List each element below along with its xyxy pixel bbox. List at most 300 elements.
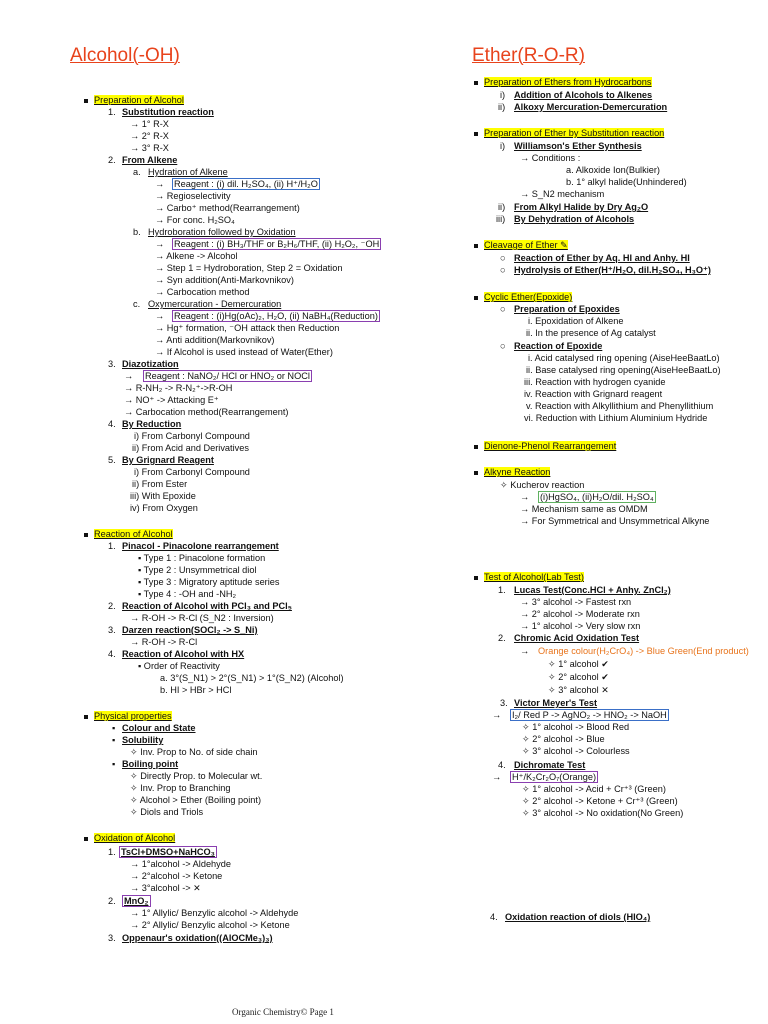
left-note-line [155,178,164,190]
left-note-line [124,394,219,406]
right-note-line [520,620,640,632]
right-note-text: → [520,492,530,502]
right-note-line-part [538,491,656,503]
left-note-text: → If Alcohol is used instead of Water(Ether) [155,347,333,357]
left-note-emphasis: By Grignard Reagent [122,455,214,465]
left-note-emphasis: Hydration of Alkene [148,167,228,177]
left-note-text: → [155,179,165,189]
right-note-text: ✧ Kucherov reaction [500,480,585,490]
left-note-text: 1. [108,847,116,857]
left-note-line [132,442,249,454]
right-note-emphasis: Lucas Test(Conc.HCl + Anhy. ZnCl₂) [514,585,671,595]
left-note-line [138,564,256,576]
bullet-square-icon [474,576,478,580]
left-note-text: ✧ Inv. Prop to Branching [130,783,231,793]
right-note-text: ○ [500,341,506,351]
right-note-line [566,176,687,188]
right-note-text: ii) [498,202,506,212]
left-note-text: 2. [108,155,116,165]
right-note-emphasis: Alkoxy Mercuration-Demercuration [514,102,668,112]
right-note-text: ○ [500,304,506,314]
right-note-emphasis: Victor Meyer's Test [514,698,598,708]
right-note-line [498,101,505,113]
bullet-square-icon [474,296,478,300]
right-note-line [474,239,568,251]
right-note-line [548,671,609,683]
right-note-text: ○ [500,253,506,263]
left-note-line [130,118,169,130]
left-note-line-part [122,758,178,770]
right-note-text: ✧ 3° alcohol -> Colourless [522,746,630,756]
left-note-line-part [172,178,320,190]
left-note-line [160,672,344,684]
left-note-line [124,370,133,382]
left-note-emphasis: Substitution reaction [122,107,214,117]
left-note-text: ▪ Type 4 : -OH and -NH₂ [138,589,237,599]
right-note-text: ○ [500,265,506,275]
left-note-emphasis: From Alkene [122,155,178,165]
right-note-emphasis: Oxidation reaction of diols (HIO₄) [505,912,651,922]
right-note-line [520,596,631,608]
right-note-text: → Conditions : [520,153,581,163]
left-note-line-part [172,238,381,250]
left-note-text: → For conc. H₂SO₄ [155,215,235,225]
left-note-text: → Carbocation method [155,287,250,297]
left-note-text: 4. [108,649,116,659]
right-note-text: 2. [498,633,506,643]
left-note-text: b. HI > HBr > HCl [160,685,232,695]
left-note-line-part [122,540,279,552]
right-note-text: ✧ 2° alcohol ✔ [548,672,609,682]
left-note-emphasis: Oppenaur's oxidation((AlOCMe₃)₃) [122,933,273,943]
left-note-line [108,932,116,944]
right-note-line [500,303,506,315]
left-note-line [155,250,237,262]
left-note-line [155,238,164,250]
left-note-text: ▪ Order of Reactivity [138,661,220,671]
left-note-line-part [122,106,214,118]
right-note-text: iii. Reaction with hydrogen cyanide [524,377,666,387]
right-note-emphasis: Orange colour(H₂CrO₄) -> Blue Green(End product) [538,646,749,656]
right-note-text: 3. [500,698,508,708]
right-note-line-part [514,632,639,644]
left-note-line-part [122,418,181,430]
left-note-line [155,202,300,214]
left-note-line-part [122,454,214,466]
left-note-line [84,94,184,106]
right-note-text: i. Acid catalysed ring opening (AiseHeeBaatLo) [528,353,720,363]
right-note-line [528,315,624,327]
right-note-line [474,440,616,452]
right-note-line [498,584,506,596]
left-note-emphasis: Oxymercuration - Demercuration [148,299,282,309]
left-note-text: ▪ Type 3 : Migratory aptitude series [138,577,280,587]
right-note-text: 4. [498,760,506,770]
left-note-line-part [122,358,179,370]
left-note-text: → Syn addition(Anti-Markovnikov) [155,275,294,285]
left-note-text: Preparation of Alcohol [94,95,184,105]
right-note-line [498,632,506,644]
left-note-text: Reaction of Alcohol [94,529,173,539]
left-note-line-part [122,624,258,636]
right-note-line [500,479,584,491]
bullet-square-icon [84,99,88,103]
left-note-line [84,710,172,722]
right-note-line [474,571,584,583]
right-note-line-part [514,89,652,101]
left-note-text: ▪ Type 2 : Unsymmetrical diol [138,565,257,575]
left-note-line [130,142,169,154]
right-note-emphasis: I₂/ Red P -> AgNO₂ -> HNO₂ -> NaOH [512,710,667,720]
right-note-line [520,645,529,657]
left-note-text: → 2° Allylic/ Benzylic alcohol -> Ketone [130,920,290,930]
right-note-line-part [514,252,690,264]
right-note-emphasis: Dichromate Test [514,760,586,770]
right-note-emphasis: (i)HgSO₄, (ii)H₂O/dil. H₂SO₄ [540,492,654,502]
left-note-emphasis: By Reduction [122,419,182,429]
right-note-text: → [492,772,502,782]
left-note-text: ▪ [112,759,116,769]
left-note-text: → R-NH₂ -> R-N₂⁺->R-OH [124,383,233,393]
left-note-line-part [148,226,296,238]
right-note-line [474,291,572,303]
left-note-line [130,870,222,882]
right-note-text: → [492,710,502,720]
right-note-line [520,491,529,503]
right-note-text: iv. Reaction with Grignard reagent [524,389,663,399]
right-note-text: ii) [498,102,506,112]
right-note-line-part [514,340,602,352]
left-note-line-part [122,648,244,660]
right-note-line [524,376,665,388]
right-note-text: ii. In the presence of Ag catalyst [526,328,656,338]
left-note-text: Physical properties [94,711,172,721]
right-note-line [520,503,648,515]
left-note-emphasis: Reagent : (i) dil. H₂SO₄, (ii) H⁺/H₂O [174,179,318,189]
left-note-line [112,734,115,746]
right-note-line-part [538,645,749,657]
left-note-emphasis: Darzen reaction(SOCl₂ -> S_Ni) [122,625,258,635]
left-note-line [112,722,115,734]
right-note-line-part [514,303,620,315]
right-note-text: b. 1° alkyl halide(Unhindered) [566,177,687,187]
left-note-line [155,262,342,274]
left-note-line [138,660,220,672]
left-note-text: 3. [108,933,116,943]
left-note-text: c. [133,299,141,309]
left-note-text: ✧ Diols and Triols [130,807,204,817]
left-note-text: → Anti addition(Markovnikov) [155,335,275,345]
right-note-line [498,759,506,771]
right-note-text: i. Epoxidation of Alkene [528,316,624,326]
left-note-text: → Carbo⁺ method(Rearrangement) [155,203,300,213]
left-note-line [108,895,116,907]
right-note-line [500,697,508,709]
right-note-text: Cyclic Ether(Epoxide) [484,292,573,302]
left-note-text: ✧ Alcohol > Ether (Boiling point) [130,795,262,805]
right-note-line [520,515,709,527]
left-note-text: → [155,311,165,321]
left-note-line [130,882,201,894]
right-note-line [500,140,505,152]
right-note-line [492,771,501,783]
right-note-emphasis: By Dehydration of Alcohols [514,214,635,224]
left-note-line-part [122,895,151,907]
left-note-emphasis: Pinacol - Pinacolone rearrangement [122,541,279,551]
left-note-line [138,552,265,564]
right-note-emphasis: H⁺/K₂Cr₂O₇(Orange) [512,772,597,782]
left-note-text: 2. [108,601,116,611]
left-note-line [133,298,140,310]
left-note-line [130,907,298,919]
right-note-line [500,264,506,276]
left-note-text: → [124,371,134,381]
right-note-emphasis: Reaction of Epoxide [514,341,603,351]
left-note-line [84,528,173,540]
right-note-line [524,388,662,400]
right-note-line [496,213,505,225]
left-note-emphasis: TsCl+DMSO+NaHCO₃ [121,847,215,857]
left-note-text: → 3°alcohol -> ✕ [130,883,201,893]
left-note-line [132,478,187,490]
right-note-line [526,400,713,412]
left-note-text: → R-OH -> R-Cl (S_N2 : Inversion) [130,613,274,623]
left-note-line [130,794,261,806]
right-note-text: → 1° alcohol -> Very slow rxn [520,621,641,631]
left-note-text: ▪ Type 1 : Pinacolone formation [138,553,266,563]
right-note-line [522,721,629,733]
right-note-line [522,783,666,795]
left-note-text: 5. [108,455,116,465]
left-note-emphasis: Reaction of Alcohol with PCl₃ and PCl₅ [122,601,292,611]
left-note-line [133,226,141,238]
left-note-line [130,130,169,142]
left-note-line [155,310,164,322]
right-note-text: v. Reaction with Alkyllithium and Phenyllithium [526,401,714,411]
right-note-text: i) [500,90,506,100]
left-note-line-part [122,734,163,746]
right-note-text: → Mechanism same as OMDM [520,504,648,514]
left-note-emphasis: MnO₂ [124,896,149,906]
left-note-line [130,770,262,782]
left-note-line [155,214,235,226]
right-note-line-part [514,140,642,152]
left-note-line [108,358,116,370]
bullet-square-icon [474,471,478,475]
left-note-text: → [155,239,165,249]
left-note-line [155,274,294,286]
left-note-text: → 2° R-X [130,131,169,141]
left-note-text: → Carbocation method(Rearrangement) [124,407,289,417]
right-note-emphasis: Hydrolysis of Ether(H⁺/H₂O, dil.H₂SO₄, H₃O⁺) [514,265,711,275]
left-note-text: Oxidation of Alcohol [94,833,176,843]
right-note-line-part [514,584,671,596]
left-note-text: iii) With Epoxide [130,491,196,501]
right-note-line [548,684,609,696]
right-note-line-part [514,759,585,771]
left-note-line-part [172,310,380,322]
right-note-text: a. Alkoxide Ion(Bulkier) [566,165,660,175]
left-note-line [108,106,116,118]
left-note-line [108,454,116,466]
right-note-line-part [514,213,634,225]
right-note-line-part [514,201,648,213]
left-note-line [155,346,333,358]
right-note-line-part [514,697,597,709]
left-note-emphasis: Colour and State [122,723,196,733]
right-note-line [474,466,550,478]
left-note-line [108,600,116,612]
left-note-text: b. [133,227,141,237]
left-note-line [130,636,197,648]
right-note-text: Alkyne Reaction [484,467,551,477]
left-note-text: → Regioselectivity [155,191,231,201]
right-note-emphasis: From Alkyl Halide by Dry Ag₂O [514,202,649,212]
right-note-line [498,201,505,213]
left-note-text: → Hg⁺ formation, ⁻OH attack then Reduction [155,323,340,333]
right-note-text: Preparation of Ethers from Hydrocarbons [484,77,652,87]
left-note-line [130,782,230,794]
right-note-line-part [510,771,598,783]
left-note-line-part [143,370,312,382]
right-note-line [500,89,505,101]
left-note-line [134,430,250,442]
left-note-line-part [122,600,292,612]
left-note-line [133,166,141,178]
left-note-text: a. 3°(S_N1) > 2°(S_N1) > 1°(S_N2) (Alcohol) [160,673,344,683]
left-note-line [138,588,236,600]
right-note-line [522,733,605,745]
right-note-line-part [514,264,711,276]
left-note-line-part [122,154,177,166]
right-note-line [548,658,609,670]
right-note-line [500,340,506,352]
right-note-line-part [505,911,650,923]
left-note-text: → NO⁺ -> Attacking E⁺ [124,395,219,405]
right-note-line-part [514,101,667,113]
left-note-text: 3. [108,359,116,369]
left-note-text: ✧ Directly Prop. to Molecular wt. [130,771,263,781]
left-note-line [108,540,116,552]
bullet-square-icon [84,533,88,537]
left-note-line [130,612,274,624]
right-note-text: → 2° alcohol -> Moderate rxn [520,609,640,619]
right-note-emphasis: Reaction of Ether by Aq. HI and Anhy. HI [514,253,690,263]
left-note-line [130,502,198,514]
right-note-line [522,807,683,819]
left-note-line [155,334,275,346]
left-note-text: 3. [108,625,116,635]
right-note-text: Cleavage of Ether ✎ [484,240,568,250]
left-note-line [108,624,116,636]
left-note-text: iv) From Oxygen [130,503,198,513]
right-note-text: vi. Reduction with Lithium Aluminium Hydride [524,413,708,423]
left-note-text: i) From Carbonyl Compound [134,467,250,477]
left-note-text: i) From Carbonyl Compound [134,431,250,441]
right-note-emphasis: Addition of Alcohols to Alkenes [514,90,653,100]
left-note-emphasis: Reagent : (i) BH₃/THF or B₂H₆/THF, (ii) H₂O₂, ⁻OH [174,239,380,249]
right-note-text: ✧ 1° alcohol -> Blood Red [522,722,630,732]
left-note-line [124,382,232,394]
right-note-line [528,352,720,364]
left-note-text: → 1°alcohol -> Aldehyde [130,859,231,869]
left-note-emphasis: Hydroboration followed by Oxidation [148,227,296,237]
right-note-text: Preparation of Ether by Substitution reaction [484,128,665,138]
left-note-text: → 3° R-X [130,143,169,153]
left-note-emphasis: Reaction of Alcohol with HX [122,649,245,659]
left-note-line [124,406,288,418]
left-note-text: a. [133,167,141,177]
right-note-text: → 3° alcohol -> Fastest rxn [520,597,632,607]
right-note-text: ii. Base catalysed ring opening(AiseHeeBaatLo) [526,365,721,375]
left-note-text: 1. [108,541,116,551]
right-note-text: Dienone-Phenol Rearrangement [484,441,617,451]
left-note-text: → 1° Allylic/ Benzylic alcohol -> Aldehyde [130,908,299,918]
bullet-square-icon [84,837,88,841]
left-note-line [138,576,279,588]
left-note-line [130,806,203,818]
left-note-emphasis: Reagent : NaNO₂/ HCl or HNO₂ or NOCl [145,371,310,381]
left-note-text: ii) From Acid and Derivatives [132,443,249,453]
right-note-line [522,795,678,807]
bullet-square-icon [474,81,478,85]
right-note-line [526,327,656,339]
left-note-line [112,758,115,770]
left-note-line [130,858,231,870]
right-note-text: ✧ 3° alcohol ✕ [548,685,609,695]
right-note-text: → For Symmetrical and Unsymmetrical Alkyne [520,516,710,526]
right-note-text: ✧ 2° alcohol -> Ketone + Cr⁺³ (Green) [522,796,678,806]
left-note-line [155,322,339,334]
left-note-emphasis: Boiling point [122,759,179,769]
left-note-line-part [122,932,273,944]
right-note-text: 1. [498,585,506,595]
right-note-line [524,412,707,424]
left-note-text: 2. [108,896,116,906]
left-note-text: ▪ [112,723,116,733]
left-note-line [108,648,116,660]
left-note-text: ▪ [112,735,116,745]
right-note-line [490,911,498,923]
left-note-line [155,286,249,298]
left-note-line [108,154,116,166]
left-note-emphasis: Solubility [122,735,164,745]
right-note-text: → [520,646,530,656]
bullet-square-icon [474,445,478,449]
right-note-emphasis: Chromic Acid Oxidation Test [514,633,640,643]
right-note-text: 4. [490,912,498,922]
right-note-line [500,252,506,264]
right-note-text: → S_N2 mechanism [520,189,605,199]
right-note-line [520,608,640,620]
right-note-text: Test of Alcohol(Lab Test) [484,572,584,582]
right-note-line [474,127,664,139]
left-note-line [130,490,196,502]
left-note-text: → Step 1 = Hydroboration, Step 2 = Oxidation [155,263,343,273]
left-note-text: 4. [108,419,116,429]
left-note-line-part [119,846,217,858]
left-note-emphasis: Reagent : (i)Hg(oAc)₂, H₂O, (ii) NaBH₄(Reduction) [174,311,378,321]
bullet-square-icon [474,244,478,248]
left-note-text: → Alkene -> Alcohol [155,251,238,261]
right-note-text: i) [500,141,506,151]
left-note-line [134,466,250,478]
right-note-text: ✧ 2° alcohol -> Blue [522,734,605,744]
left-note-line [108,846,116,858]
right-note-line [566,164,660,176]
right-note-line [526,364,721,376]
left-note-text: 1. [108,107,116,117]
